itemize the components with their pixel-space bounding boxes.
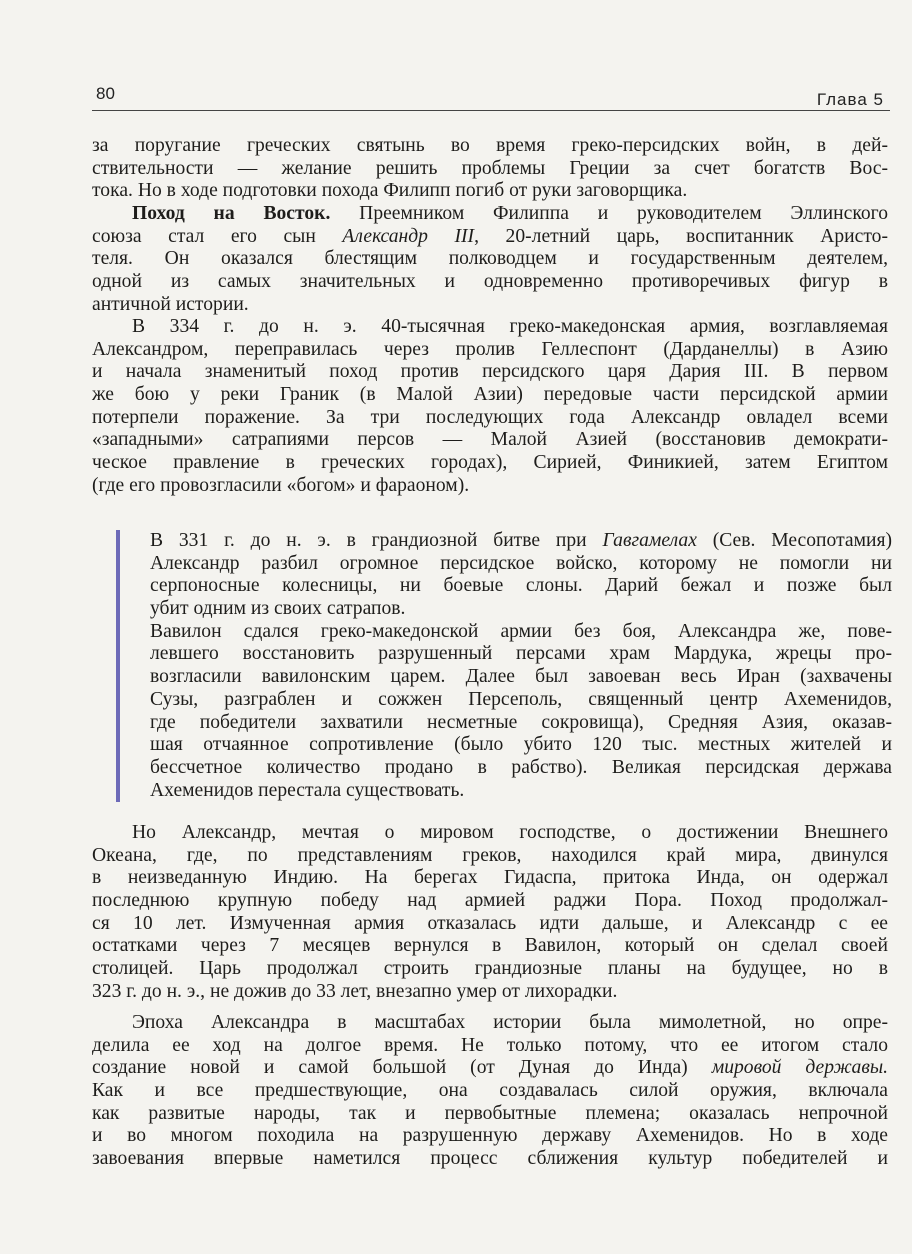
italic-term: мировой державы. [711, 1057, 888, 1079]
paragraph-intro [92, 135, 888, 203]
text-line: Как и все предшествующие, она создавалась силой оружия, включала [92, 1080, 888, 1102]
text-line: античной истории. [92, 293, 249, 315]
paragraph-campaign-east [92, 203, 888, 316]
text-line: и начала знаменитый поход против персидского царя Дария III. В первом [92, 361, 888, 383]
chapter-title: Глава 5 [816, 90, 884, 109]
text-line: Океана, где, по представлениям греков, находился край мира, двинулся [92, 844, 888, 866]
text-line: где победители захватили несметные сокровища), Средняя Азия, оказав- [150, 711, 892, 733]
text-line: одной из самых значительных и одновременно противоречивых фигур в [92, 271, 888, 293]
text-line: шая отчаянное сопротивление (было убито 120 тыс. местных жителей и [150, 734, 892, 756]
text-line: завоевания впервые наметился процесс сближения культур победителей и [92, 1148, 888, 1170]
text-line: ствительности — желание решить проблемы Греции за счет богатств Вос- [92, 157, 888, 179]
text-line: столицей. Царь продолжал строить грандиозные планы на будущее, но в [92, 958, 888, 980]
text-line: левшего восстановить разрушенный персами храм Мардука, жрецы про- [150, 643, 892, 665]
text-line: ческое правление в греческих городах), Сирией, Финикией, затем Египтом [92, 452, 888, 474]
text-line: создание новой и самой большой (от Дуная до Инда) мировой державы. [92, 1057, 888, 1079]
text-line: (где его провозгласили «богом» и фараоном). [92, 474, 470, 496]
italic-term: Александр III [342, 225, 475, 247]
text-line: В 334 г. до н. э. 40-тысячная греко-македонская армия, возглавляемая [132, 316, 888, 337]
text-line: тока. Но в ходе подготовки похода Филипп погиб от руки заговорщика. [92, 180, 688, 202]
text-line: последнюю крупную победу над армией раджи Пора. Поход продолжал- [92, 890, 888, 912]
text-line: делила ее ход на долгое время. Не только потому, что ее итогом стало [92, 1034, 888, 1056]
paragraph-india [92, 822, 888, 1004]
text-line: Поход на Восток. Преемником Филиппа и руководителем Эллинского [132, 203, 888, 224]
text-line: за поругание греческих святынь во время греко-персидских войн, в дей- [92, 135, 888, 156]
text-line: Но Александр, мечтая о мировом господстве, о достижении Внешнего [132, 822, 888, 843]
inset-box [116, 530, 892, 802]
text-line: Сузы, разграблен и сожжен Персеполь, священный центр Ахеменидов, [150, 688, 892, 710]
italic-term: Гавгамелах [602, 530, 697, 551]
text-line: В 331 г. до н. э. в грандиозной битве при Гавгамелах (Сев. Месопотамия) [150, 530, 892, 551]
page-header [92, 84, 890, 111]
text-line: потерпели поражение. За три последующих года Александр овладел всеми [92, 406, 888, 428]
text-line: бессчетное количество продано в рабство). Великая персидская держава [150, 756, 892, 778]
text-line: «западными» сатрапиями персов — Малой Азией (восстановив демократи- [92, 429, 888, 451]
text-line: и во многом походила на разрушенную державу Ахеменидов. Но в ходе [92, 1125, 888, 1147]
page-number: 80 [96, 84, 115, 103]
text-line: в неизведанную Индию. На берегах Гидаспа, притока Инда, он одержал [92, 867, 888, 889]
text-line: ся 10 лет. Измученная армия отказалась идти дальше, и Александр с ее [92, 912, 888, 934]
text-line: Ахеменидов перестала существовать. [150, 779, 465, 801]
inset-text [120, 530, 892, 802]
text-line: Александр разбил огромное персидское войско, которому не помогли ни [150, 552, 892, 574]
text-line: как развитые народы, так и первобытные племена; оказалась непрочной [92, 1102, 888, 1124]
text-line: 323 г. до н. э., не дожив до 33 лет, внезапно умер от лихорадки. [92, 980, 618, 1002]
text-line: убит одним из своих сатрапов. [150, 598, 406, 620]
section-heading: Поход на Восток. [132, 203, 331, 224]
text-line: же бою у реки Граник (в Малой Азии) передовые части персидской армии [92, 384, 888, 406]
text-line: союза стал его сын Александр III, 20-летний царь, воспитанник Аристо- [92, 225, 888, 247]
paragraph-epoch [92, 1012, 888, 1171]
text-line: теля. Он оказался блестящим полководцем и государственным деятелем, [92, 248, 888, 270]
text-line: остатками через 7 месяцев вернулся в Вавилон, который он сделал своей [92, 935, 888, 957]
paragraph-334bc [92, 316, 888, 498]
text-line: возгласили вавилонским царем. Далее был завоеван весь Иран (захвачены [150, 666, 892, 688]
text-line: Александром, переправилась через пролив Геллеспонт (Дарданеллы) в Азию [92, 338, 888, 360]
text-line: Эпоха Александра в масштабах истории была мимолетной, но опре- [132, 1012, 888, 1033]
text-line: серпоносные колесницы, ни боевые слоны. Дарий бежал и позже был [150, 575, 892, 597]
text-line: Вавилон сдался греко-македонской армии без боя, Александра же, пове- [150, 620, 892, 642]
